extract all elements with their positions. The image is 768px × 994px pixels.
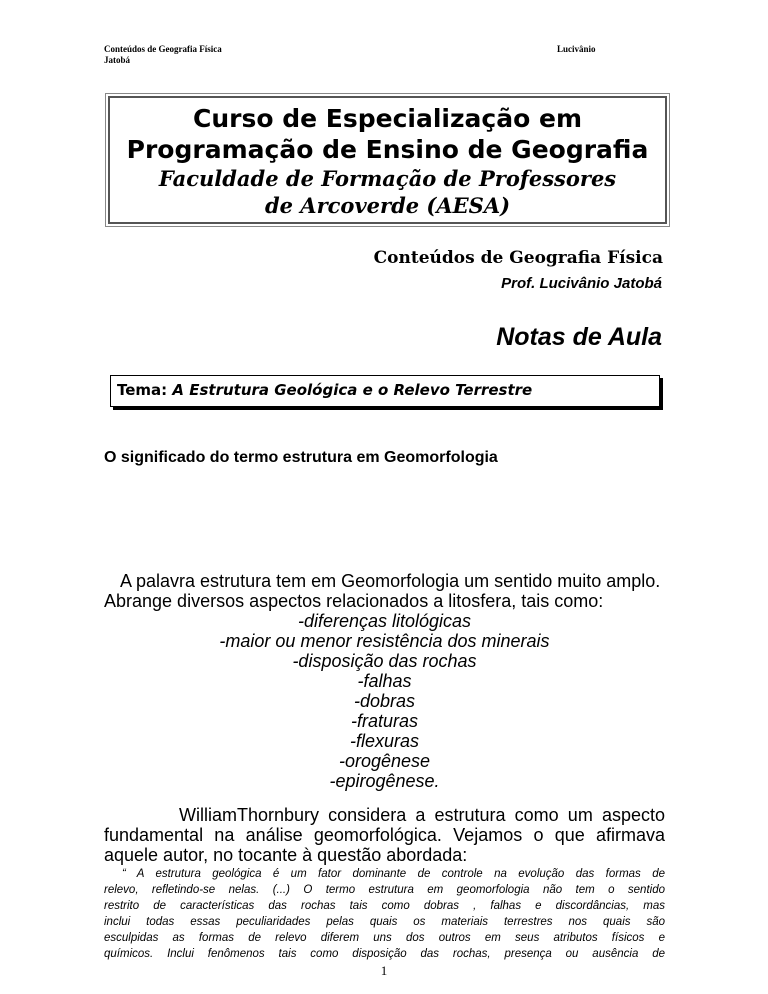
aspect-item: -maior ou menor resistência dos minerais — [219, 631, 550, 651]
theme-text: A Estrutura Geológica e o Relevo Terrestre — [172, 381, 533, 399]
quote-line: químicos. Inclui fenômenos tais como disposição das rochas, presença ou ausência de — [104, 948, 665, 960]
theme-line — [117, 381, 532, 399]
paragraph1-line1: A palavra estrutura tem em Geomorfologia um sentido muito amplo. — [120, 571, 661, 591]
paragraph2-line3: aquele autor, no tocante à questão abordada: — [104, 845, 468, 865]
page-number: 1 — [380, 963, 388, 978]
quote-line: relevo, refletindo-se nelas. (...) O termo estrutura em geomorfologia não tem o sentido — [104, 884, 665, 896]
institution-line2: de Arcoverde (AESA) — [264, 193, 511, 218]
course-title-line2: Programação de Ensino de Geografia — [126, 135, 649, 164]
professor-name: Prof. Lucivânio Jatobá — [501, 275, 662, 292]
document-subtitle: Conteúdos de Geografia Física — [373, 248, 663, 268]
theme-label: Tema: — [117, 381, 168, 399]
quote-line: “ A estrutura geológica é um fator dominante de controle na evolução das formas de — [122, 868, 665, 880]
title-box — [108, 96, 667, 224]
quote-line: restrito de características das rochas tais como dobras , falhas e discordâncias, mas — [104, 900, 665, 912]
institution-line1: Faculdade de Formação de Professores — [158, 166, 617, 191]
aspect-item: -dobras — [353, 691, 416, 711]
theme-box — [110, 375, 660, 407]
paragraph1-line2: Abrange diversos aspectos relacionados a litosfera, tais como: — [104, 591, 604, 611]
section-title: O significado do termo estrutura em Geomorfologia — [104, 449, 498, 466]
header-author-surname: Jatobá — [104, 55, 131, 65]
aspect-item: -fraturas — [350, 711, 419, 731]
quote-line: inclui todas essas peculiaridades pelas quais os materiais terrestres nos quais são — [104, 916, 665, 928]
notes-heading: Notas de Aula — [496, 323, 662, 351]
aspect-item: -disposição das rochas — [292, 651, 477, 671]
aspect-item: -epirogênese. — [329, 771, 440, 791]
aspect-item: -diferenças litológicas — [297, 611, 472, 631]
course-title-line1: Curso de Especialização em — [193, 104, 582, 133]
paragraph2-line1: WilliamThornbury considera a estrutura como um aspecto — [179, 805, 665, 825]
header-author-name: Lucivânio — [557, 44, 596, 54]
quote-line: esculpidas as formas de relevo diferem uns dos outros em seus atributos físicos e — [104, 932, 665, 944]
header-course-title: Conteúdos de Geografia Física — [104, 44, 222, 54]
aspect-item: -flexuras — [349, 731, 420, 751]
paragraph2-line2: fundamental na análise geomorfológica. Vejamos o que afirmava — [104, 825, 665, 845]
aspect-item: -orogênese — [338, 751, 431, 771]
aspect-item: -falhas — [357, 671, 412, 691]
running-header-left — [104, 44, 222, 66]
